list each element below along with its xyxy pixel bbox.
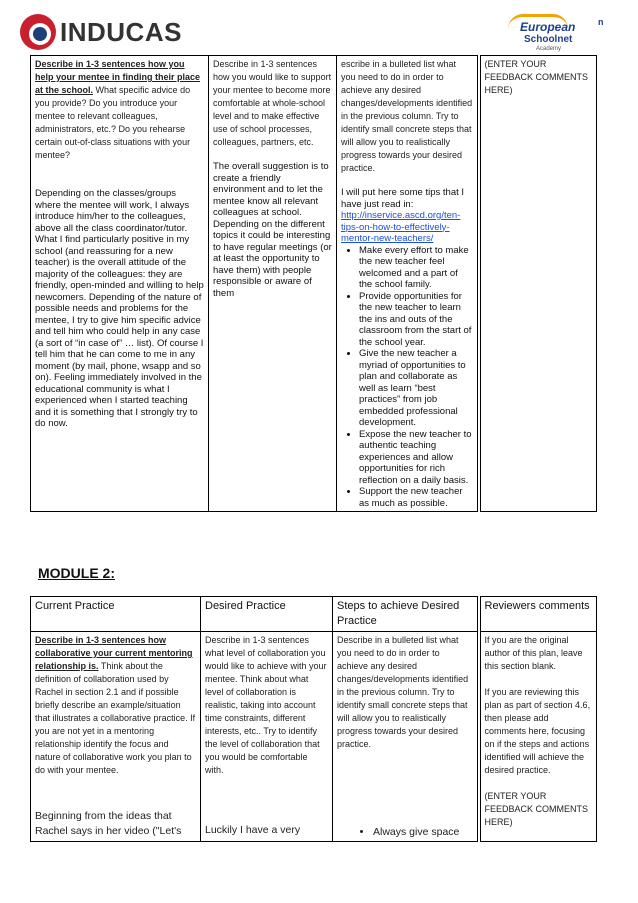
list-item: • Give the new teacher a myriad of opportunities to plan and collaborate as well as learn “best practices” from job embedded professional development. [359, 348, 473, 429]
reviewer-feedback-placeholder-2: (ENTER YOUR FEEDBACK COMMENTS HERE) [484, 791, 589, 827]
list-item: • Make every effort to make the new teacher feel welcomed and a part of the school family. [359, 245, 473, 291]
module-2-heading: MODULE 2: [38, 565, 115, 581]
desired-practice-answer-2[interactable]: Luckily I have a very [205, 824, 301, 836]
reviewer-comments-cell-2[interactable] [479, 632, 597, 842]
current-practice-cell-2 [31, 632, 201, 842]
header-steps: Steps to achieve Desired Practice [333, 597, 479, 632]
inducas-logo-mark [20, 14, 56, 50]
module1-table [30, 55, 597, 512]
reviewer-instructions-1: If you are the original author of this plan, leave this section blank. [484, 635, 583, 671]
list-item: • Expose the new teacher to authentic teaching experiences and allow opportunities for rich reflection on a daily basis. [359, 429, 473, 487]
steps-prompt: escribe in a bulleted list what you need to do in order to achieve any desired changes/developments identified in the previous column. Try to identify small concrete steps that will allow you to realistically progress towards your desired practice. [341, 59, 473, 173]
list-item[interactable]: • Always give space [373, 826, 473, 839]
ascd-link[interactable]: http://inservice.ascd.org/ten-tips-on-how-to-effectively-mentor-new-teachers/ [341, 210, 461, 244]
reviewer-instructions-2: If you are reviewing this plan as part of section 4.6, then please add comments here, focusing on if the steps and actions identified will achieve the desired practice. [484, 687, 591, 775]
module2-table [30, 596, 597, 842]
steps-answer[interactable]: I will put here some tips that I have just read in: http://inservice.ascd.org/ten-tips-on-how-to-effectively-mentor-new-teachers/ • Make every effort to make the new teacher feel welcomed and a part of the school family. • Provide opportunities for the new teacher to learn the ins and outs of the classroom from the start of the school year. • Give the new teacher a myriad of opportunities to plan and collaborate as well as learn “best practices” from job embedded professional development. • Expose the new teacher to authentic teaching experiences and allow opportunities for rich reflection on a daily basis. • Support the new teacher as much as possible. [341, 187, 473, 509]
reviewer-feedback-placeholder: (ENTER YOUR FEEDBACK COMMENTS HERE) [484, 59, 589, 95]
inducas-logo-text: INDUCAS [60, 17, 182, 47]
european-schoolnet-logo: European Schoolnet Academy n [506, 14, 618, 52]
current-practice-prompt-2: Describe in 1-3 sentences how collaborative your current mentoring relationship is. Think about the definition of collaboration used by Rachel in section 2.1 and if possible briefly describe an example/situation that illustrates a collaborative practice. If you are not yet in a mentoring relationship identify the focus and nature of collaborative work you plan to do with your mentee. [35, 635, 196, 775]
list-item: • Support the new teacher as much as possible. [359, 486, 473, 509]
current-practice-answer-2[interactable]: Beginning from the ideas that Rachel says in her video ("Let's [35, 810, 182, 837]
header-desired-practice: Desired Practice [201, 597, 333, 632]
current-practice-cell [31, 56, 209, 512]
steps-prompt-2: Describe in a bulleted list what you need to do in order to achieve any desired changes/developments identified in the previous column. Try to identify small concrete steps that will allow you to realistically progress towards your desired practice. [337, 635, 469, 749]
steps-cell-2 [333, 632, 479, 842]
steps-bullet-list-2 [337, 826, 473, 839]
steps-bullet-list [341, 245, 473, 510]
current-practice-prompt: Describe in 1-3 sentences how you help your mentee in finding their place at the school. What specific advice do you provide? Do you introduce your mentee to relevant colleagues, administrators, etc.? Do you rehearse certain out-of-class situations with your mentee? [35, 59, 201, 160]
reviewer-comments-cell[interactable] [479, 56, 597, 512]
desired-practice-prompt: Describe in 1-3 sentences how you would like to support your mentee to become more comfortable at whole-school level and to make effective use of school processes, colleagues, partners, etc. [213, 59, 332, 147]
header-current-practice: Current Practice [31, 597, 201, 632]
desired-practice-answer[interactable]: The overall suggestion is to create a friendly environment and to let the mentee know all relevant colleagues at school. Depending on the different topics it could be interesting to have regular meetings (or at least the opportunity to have them) with people responsible or aware of them [213, 161, 332, 299]
steps-cell [337, 56, 479, 512]
list-item: • Provide opportunities for the new teacher to learn the ins and outs of the classroom from the start of the school year. [359, 291, 473, 349]
desired-practice-cell-2 [201, 632, 333, 842]
current-practice-answer[interactable]: Depending on the classes/groups where the mentee will work, I always introduce him/her to the colleagues, above all the class coordinator/tutor. What I find particularly positive in my school (and reassuring for a new teacher) is the overall attitude of the majority of the colleagues: they are friendly, open-minded and willing to help newcomers. Depending of the nature of possible needs and problems for the mentee, I try to give him specific advice and tell him who could help in any case (a sort of “in case of” … list). Of course I tell him that he can come to me in any moment (by mail, phone, wsapp and so on). Feeling immediately involved in the educational community is what I experienced when I started teaching and it is something that I strongly try to do now. [35, 188, 204, 429]
desired-practice-prompt-2: Describe in 1-3 sentences what level of collaboration you would like to achieve with your mentee. Think about what level of collaboration is realistic, taking into account time constraints, different interests, etc.. Try to identify the level of collaboration that you would be comfortable with. [205, 635, 327, 775]
header-reviewers-comments: Reviewers comments [479, 597, 597, 632]
desired-practice-cell [209, 56, 337, 512]
